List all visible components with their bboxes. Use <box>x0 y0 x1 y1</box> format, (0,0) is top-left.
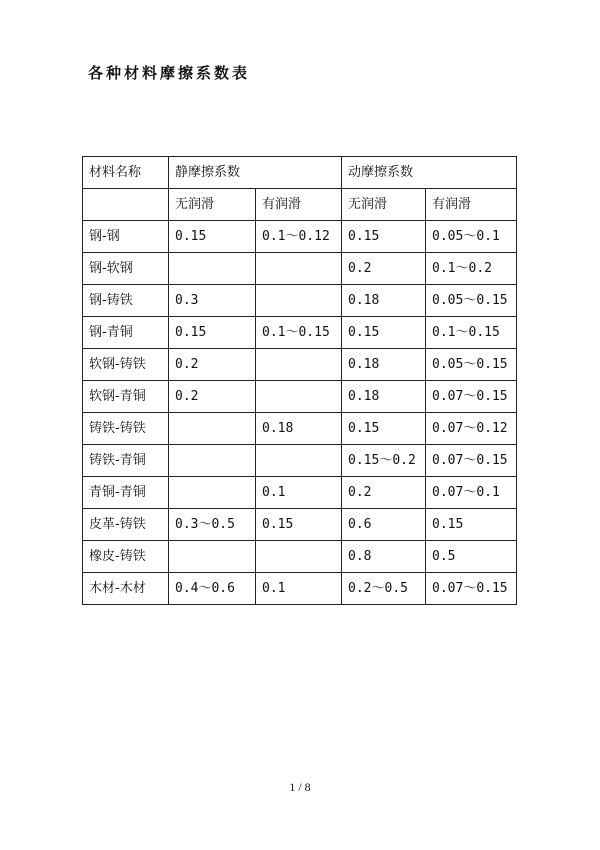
dynamic-dry-cell: 0.15 <box>342 317 426 349</box>
table-header-row <box>83 157 517 189</box>
static-lubricated-cell: 0.1 <box>256 477 342 509</box>
table-row <box>83 381 517 413</box>
dynamic-lubricated-cell: 0.1～0.15 <box>426 317 517 349</box>
dynamic-dry-cell: 0.2～0.5 <box>342 573 426 605</box>
material-cell: 钢-钢 <box>83 221 169 253</box>
table-row <box>83 477 517 509</box>
dynamic-lubricated-cell: 0.5 <box>426 541 517 573</box>
static-lubricated-cell: 0.1～0.15 <box>256 317 342 349</box>
page-number: 1 / 8 <box>289 780 311 794</box>
material-cell: 钢-青铜 <box>83 317 169 349</box>
dynamic-dry-cell: 0.15 <box>342 413 426 445</box>
table-row <box>83 445 517 477</box>
static-lubricated-cell <box>256 381 342 413</box>
dynamic-dry-cell: 0.6 <box>342 509 426 541</box>
static-dry-cell: 0.3～0.5 <box>169 509 256 541</box>
dynamic-dry-cell: 0.15 <box>342 221 426 253</box>
static-lubricated-cell: 0.1～0.12 <box>256 221 342 253</box>
table-row <box>83 413 517 445</box>
static-lubricated-cell <box>256 541 342 573</box>
header-dynamic-coefficient: 动摩擦系数 <box>342 157 517 189</box>
static-dry-cell: 0.3 <box>169 285 256 317</box>
table-subheader-row <box>83 189 517 221</box>
material-cell: 钢-软钢 <box>83 253 169 285</box>
static-dry-cell <box>169 413 256 445</box>
material-cell: 软钢-青铜 <box>83 381 169 413</box>
static-dry-cell <box>169 445 256 477</box>
dynamic-lubricated-cell: 0.1～0.2 <box>426 253 517 285</box>
dynamic-lubricated-cell: 0.07～0.1 <box>426 477 517 509</box>
table-row <box>83 285 517 317</box>
material-cell: 木材-木材 <box>83 573 169 605</box>
subheader-dynamic-lubricated: 有润滑 <box>426 189 517 221</box>
static-dry-cell <box>169 541 256 573</box>
material-cell: 铸铁-青铜 <box>83 445 169 477</box>
material-cell: 橡皮-铸铁 <box>83 541 169 573</box>
static-dry-cell: 0.2 <box>169 381 256 413</box>
table-row <box>83 541 517 573</box>
dynamic-lubricated-cell: 0.05～0.15 <box>426 285 517 317</box>
table-row <box>83 253 517 285</box>
static-dry-cell <box>169 477 256 509</box>
dynamic-dry-cell: 0.8 <box>342 541 426 573</box>
table-row <box>83 317 517 349</box>
static-lubricated-cell <box>256 285 342 317</box>
static-dry-cell <box>169 253 256 285</box>
dynamic-dry-cell: 0.18 <box>342 285 426 317</box>
dynamic-dry-cell: 0.18 <box>342 349 426 381</box>
static-dry-cell: 0.2 <box>169 349 256 381</box>
table-row <box>83 573 517 605</box>
header-material: 材料名称 <box>83 157 169 189</box>
static-lubricated-cell <box>256 445 342 477</box>
table-row <box>83 349 517 381</box>
static-dry-cell: 0.15 <box>169 317 256 349</box>
dynamic-lubricated-cell: 0.07～0.15 <box>426 573 517 605</box>
dynamic-dry-cell: 0.18 <box>342 381 426 413</box>
static-lubricated-cell: 0.18 <box>256 413 342 445</box>
subheader-static-dry: 无润滑 <box>169 189 256 221</box>
table-row <box>83 509 517 541</box>
dynamic-lubricated-cell: 0.05～0.1 <box>426 221 517 253</box>
static-lubricated-cell <box>256 349 342 381</box>
table-row <box>83 221 517 253</box>
subheader-dynamic-dry: 无润滑 <box>342 189 426 221</box>
static-dry-cell: 0.15 <box>169 221 256 253</box>
static-dry-cell: 0.4～0.6 <box>169 573 256 605</box>
friction-table <box>82 156 517 605</box>
material-cell: 皮革-铸铁 <box>83 509 169 541</box>
header-static-coefficient: 静摩擦系数 <box>169 157 342 189</box>
material-cell: 铸铁-铸铁 <box>83 413 169 445</box>
dynamic-dry-cell: 0.2 <box>342 253 426 285</box>
dynamic-lubricated-cell: 0.07～0.15 <box>426 445 517 477</box>
static-lubricated-cell: 0.15 <box>256 509 342 541</box>
material-cell: 软钢-铸铁 <box>83 349 169 381</box>
dynamic-lubricated-cell: 0.07～0.12 <box>426 413 517 445</box>
dynamic-lubricated-cell: 0.05～0.15 <box>426 349 517 381</box>
static-lubricated-cell <box>256 253 342 285</box>
material-cell: 钢-铸铁 <box>83 285 169 317</box>
subheader-empty <box>83 189 169 221</box>
dynamic-dry-cell: 0.15～0.2 <box>342 445 426 477</box>
dynamic-lubricated-cell: 0.07～0.15 <box>426 381 517 413</box>
subheader-static-lubricated: 有润滑 <box>256 189 342 221</box>
dynamic-dry-cell: 0.2 <box>342 477 426 509</box>
material-cell: 青铜-青铜 <box>83 477 169 509</box>
page-title: 各种材料摩擦系数表 <box>88 64 251 82</box>
dynamic-lubricated-cell: 0.15 <box>426 509 517 541</box>
static-lubricated-cell: 0.1 <box>256 573 342 605</box>
